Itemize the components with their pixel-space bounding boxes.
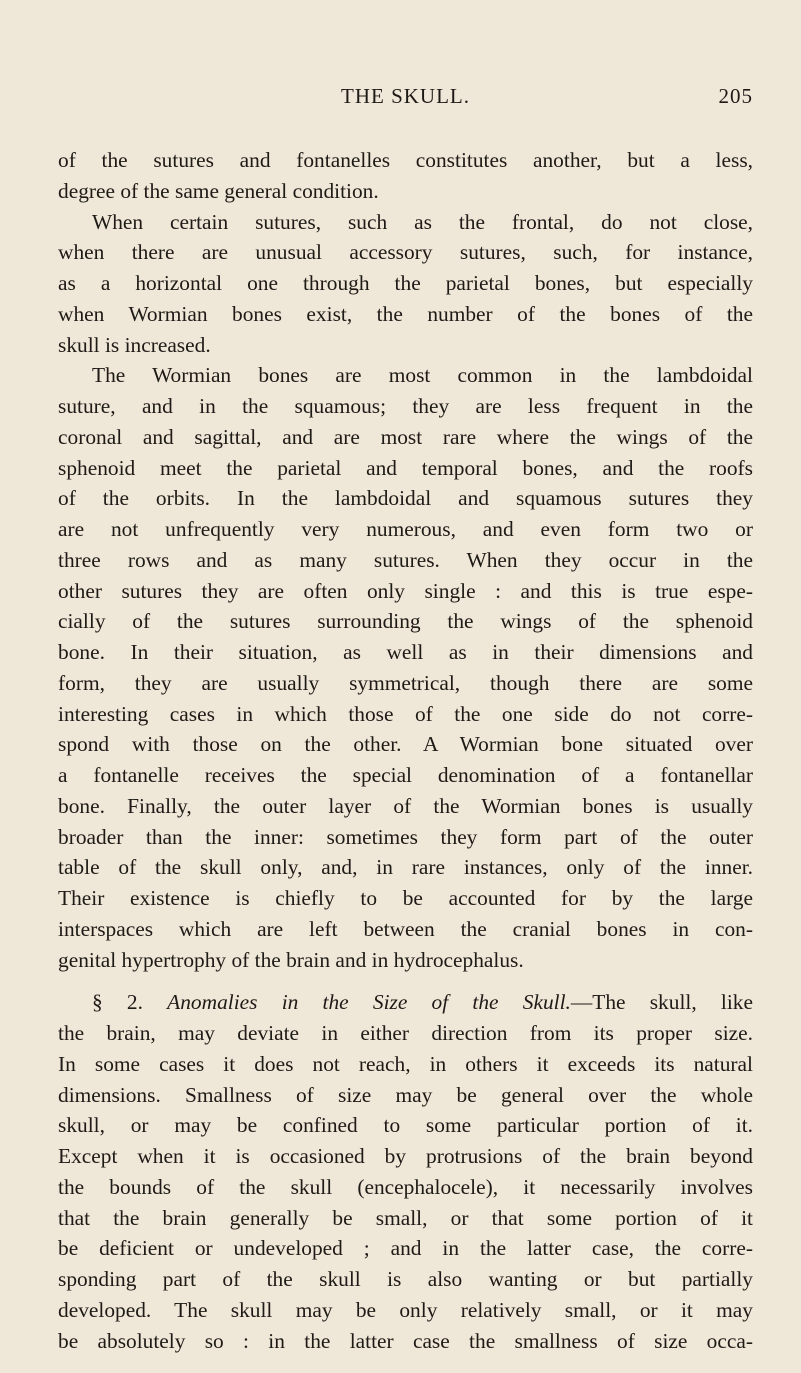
- text-line: that the brain generally be small, or that some portion of it: [58, 1205, 753, 1230]
- text-line: bone. In their situation, as well as in their dimensions and: [58, 640, 753, 664]
- paragraph: [58, 360, 753, 975]
- text-line: bone. Finally, the outer layer of the Wormian bones is usually: [58, 793, 753, 818]
- text-line: Except when it is occasioned by protrusions of the brain beyond: [58, 1144, 753, 1168]
- section-first-line-text: —The skull, like: [570, 990, 753, 1015]
- text-line: a fontanelle receives the special denomination of a fontanellar: [58, 763, 753, 787]
- text-line: of the sutures and fontanelles constitutes another, but a less,: [58, 148, 753, 172]
- text-line: be deficient or undeveloped ; and in the latter case, the corre-: [58, 1236, 753, 1261]
- running-header: [58, 84, 753, 114]
- section-number: § 2.: [92, 990, 143, 1015]
- text-line: genital hypertrophy of the brain and in hydrocephalus.: [58, 947, 524, 972]
- text-line: cially of the sutures surrounding the wings of the sphenoid: [58, 609, 753, 634]
- body-text: [58, 145, 753, 1356]
- text-line: Their existence is chiefly to be accounted for by the large: [58, 886, 753, 910]
- text-line: suture, and in the squamous; they are less frequent in the: [58, 394, 753, 418]
- text-line: of the orbits. In the lambdoidal and squamous sutures they: [58, 486, 753, 511]
- text-line: interspaces which are left between the cranial bones in con-: [58, 916, 753, 941]
- text-line: broader than the inner: sometimes they form part of the outer: [58, 824, 753, 849]
- text-line: spond with those on the other. A Wormian bone situated over: [58, 732, 753, 757]
- text-line: degree of the same general condition.: [58, 178, 379, 203]
- text-line: skull is increased.: [58, 332, 211, 357]
- text-line: other sutures they are often only single : and this is true espe-: [58, 578, 753, 603]
- text-line: interesting cases in which those of the one side do not corre-: [58, 701, 753, 726]
- section-gap: [58, 975, 753, 987]
- text-line: In some cases it does not reach, in others it exceeds its natural: [58, 1051, 753, 1076]
- text-line: as a horizontal one through the parietal bones, but especially: [58, 271, 753, 295]
- text-line: be absolutely so : in the latter case the smallness of size occa-: [58, 1328, 753, 1353]
- text-line: When certain sutures, such as the frontal, do not close,: [92, 209, 753, 234]
- text-line: The Wormian bones are most common in the lambdoidal: [92, 363, 753, 388]
- text-line: skull, or may be confined to some particular portion of it.: [58, 1113, 753, 1138]
- section-first-line: [58, 987, 753, 1018]
- paragraph: [58, 145, 753, 207]
- text-line: dimensions. Smallness of size may be general over the whole: [58, 1082, 753, 1107]
- text-line: sponding part of the skull is also wanting or but partially: [58, 1267, 753, 1291]
- paragraph: [58, 207, 753, 361]
- text-line: are not unfrequently very numerous, and even form two or: [58, 517, 753, 541]
- text-line: three rows and as many sutures. When they occur in the: [58, 547, 753, 572]
- text-line: when there are unusual accessory sutures, such, for instance,: [58, 240, 753, 265]
- section-heading: Anomalies in the Size of the Skull.: [167, 990, 571, 1015]
- text-line: coronal and sagittal, and are most rare where the wings of the: [58, 424, 753, 449]
- text-line: the brain, may deviate in either direction from its proper size.: [58, 1021, 753, 1045]
- section-2: [58, 987, 753, 1356]
- text-line: the bounds of the skull (encephalocele), it necessarily involves: [58, 1174, 753, 1199]
- text-line: form, they are usually symmetrical, though there are some: [58, 670, 753, 695]
- page-number: 205: [718, 84, 753, 108]
- text-line: table of the skull only, and, in rare instances, only of the inner.: [58, 855, 753, 880]
- running-title: THE SKULL.: [341, 84, 470, 108]
- text-line: sphenoid meet the parietal and temporal bones, and the roofs: [58, 455, 753, 480]
- text-line: when Wormian bones exist, the number of the bones of the: [58, 301, 753, 326]
- text-line: developed. The skull may be only relatively small, or it may: [58, 1297, 753, 1322]
